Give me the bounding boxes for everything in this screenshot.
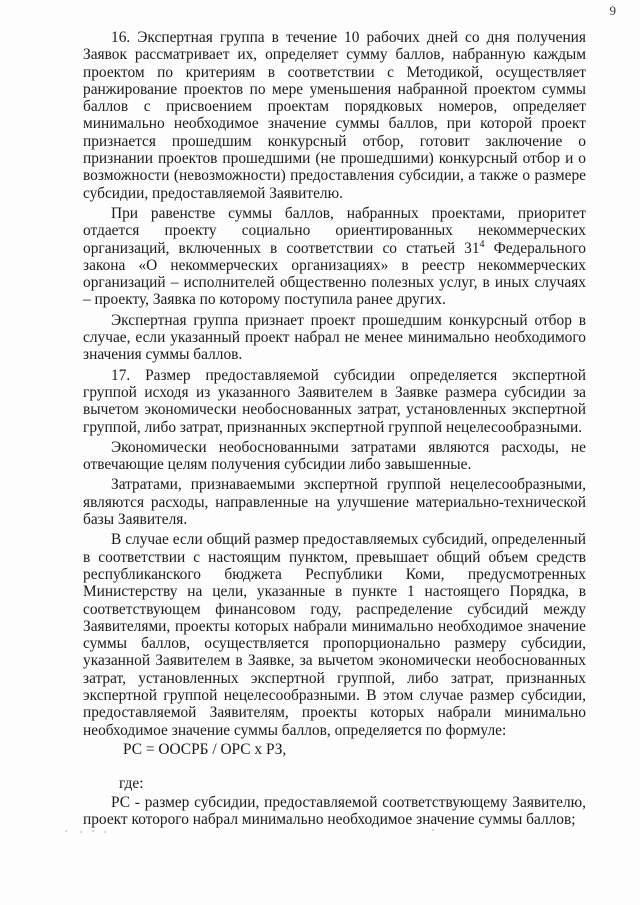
paragraph-economic-costs: Экономически необоснованными затратами являются расходы, не отвечающие целям получения субсидии либо завышенные. xyxy=(83,438,586,474)
paragraph-passed-selection: Экспертная группа признает проект прошедшим конкурсный отбор в случае, если указанный проект набрал не менее минимально необходимого значения суммы баллов. xyxy=(83,311,586,364)
paragraph-distribution-case: В случае если общий размер предоставляемых субсидий, определенный в соответствии с настоящим пунктом, превышает общий объем средств республиканского бюджета Республики Коми, предусмотренных Министерству на цели, указанные в пункте 1 настоящего Порядка, в соответствующем финансовом году, распределение субсидий между Заявителями, проекты которых набрали минимально необходимое значение суммы баллов, осуществляется пропорционально размеру субсидии, указанной Заявителем в Заявке, за вычетом экономически необоснованных затрат, установленных экспертной группой, либо затрат, признанных экспертной группой нецелесообразными. В этом случае размер субсидии, предоставляемой Заявителям, проекты которых набрали минимально необходимое значение суммы баллов, определяется по формуле: xyxy=(83,531,586,739)
scan-speck xyxy=(92,830,94,832)
paragraph-equal-scores xyxy=(83,205,586,309)
page-number: 9 xyxy=(609,3,616,18)
scan-speck xyxy=(432,829,434,831)
scan-artifacts xyxy=(40,826,600,836)
paragraph-equal-scores-part1: При равенстве суммы баллов, набранных проектами, приоритет отдается проекту социально ориентированных некоммерческих организаций, включенных в соответствии со статьей 31 xyxy=(83,204,586,257)
scan-speck xyxy=(80,831,82,833)
paragraph-16: 16. Экспертная группа в течение 10 рабочих дней со дня получения Заявок рассматривает их, определяет сумму баллов, набранную каждым проектом по критериям в соответствии с Методикой, осуществляет ранжирование проектов по мере уменьшения набранной проектом суммы баллов с присвоением проектам порядковых номеров, определяет минимально необходимое значение суммы баллов, при которой проект признается прошедшим конкурсный отбор, готовит заключение о признании проектов прошедшими (не прошедшими) конкурсный отбор и о возможности (невозможности) предоставления субсидии, а также о размере субсидии, предоставляемой Заявителю. xyxy=(83,29,586,202)
formula-where-label: где: xyxy=(119,774,144,792)
paragraph-rs-definition: РС - размер субсидии, предоставляемой соответствующему Заявителю, проект которого набрал минимально необходимое значение суммы баллов; xyxy=(83,794,586,829)
scan-speck xyxy=(104,831,106,833)
paragraph-inexpedient-costs: Затратами, признаваемыми экспертной группой нецелесообразными, являются расходы, направленные на улучшение материально-технической базы Заявителя. xyxy=(83,476,586,529)
article-superscript: 4 xyxy=(479,238,485,250)
paragraph-17: 17. Размер предоставляемой субсидии определяется экспертной группой исходя из указанного Заявителем в Заявке размера субсидии за вычетом экономически необоснованных затрат, установленных экспертной группой, либо затрат, признанных экспертной группой нецелесообразными. xyxy=(83,366,586,436)
subsidy-formula: РС = ООСРБ / ОРС х РЗ, xyxy=(123,740,287,758)
scan-speck xyxy=(65,830,67,832)
document-body xyxy=(83,29,586,832)
paragraph-equal-scores-part2: Федерального закона «О некоммерческих организациях» в реестр некоммерческих организаций – исполнителей общественно полезных услуг, в иных случаях – проекту, Заявка по которому поступила ранее других. xyxy=(83,239,586,309)
